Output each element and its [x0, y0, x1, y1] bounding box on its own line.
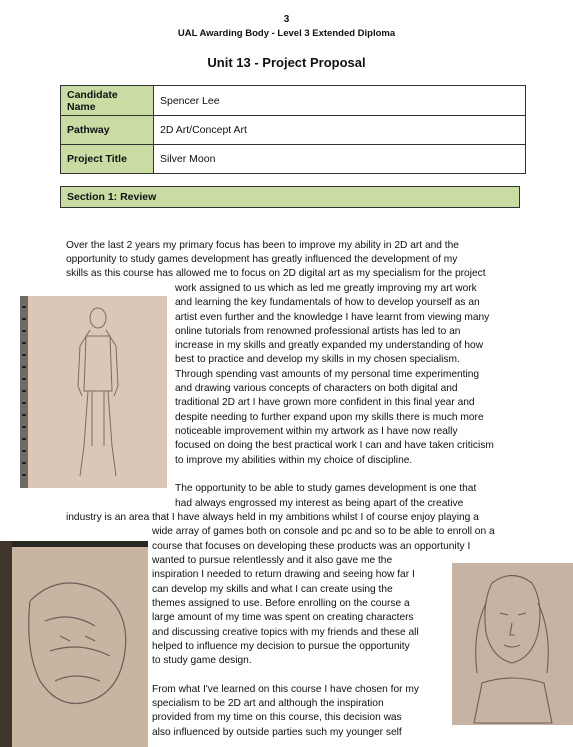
- pathway-value: 2D Art/Concept Art: [154, 116, 526, 145]
- character-sketch-image: [20, 296, 167, 488]
- body-text-line: focused on doing the best practical work I can and have taken criticism: [175, 440, 494, 451]
- body-text-line: to improve my abilities within my choice of discipline.: [175, 455, 413, 466]
- body-text-line: provided from my time on this course, this decision was: [152, 712, 402, 723]
- portrait-sketch-image: [452, 563, 573, 725]
- body-text-line: themes assigned to use. Before enrolling on the course a: [152, 598, 410, 609]
- body-text-line: wanted to pursue relentlessly and it also gave me the: [152, 555, 393, 566]
- page-number: 3: [283, 14, 290, 25]
- body-text-line: inspiration I needed to return drawing and seeing how far I: [152, 569, 415, 580]
- body-text-line: course that focuses on developing these products was an opportunity I: [152, 541, 471, 552]
- candidate-name-label: Candidate Name: [61, 86, 154, 116]
- body-text-line: noticeable improvement within my artwork as I have now really: [175, 426, 458, 437]
- body-text-line: online tutorials from renowned professional artists has led to an: [175, 326, 461, 337]
- creature-sketch-image: [0, 541, 148, 747]
- body-text-line: wide array of games both on console and pc and so to be able to enroll on a: [152, 526, 495, 537]
- body-text-line: and learning the key fundamentals of how to develop yourself as an: [175, 297, 480, 308]
- body-text-line: can develop my skills and what I can create using the: [152, 584, 393, 595]
- body-text-line: skills as this course has allowed me to focus on 2D digital art as my specialism for the project: [66, 268, 486, 279]
- body-text-line: best to practice and develop my skills in my chosen specialism.: [175, 354, 460, 365]
- table-row: [61, 116, 526, 145]
- body-text-line: and drawing various concepts of characters on both digital and: [175, 383, 458, 394]
- body-text-line: opportunity to study games development has greatly influenced the development of my: [66, 254, 458, 265]
- body-text-line: helped to influence my decision to pursue the opportunity: [152, 641, 410, 652]
- table-row: [61, 86, 526, 116]
- body-text-line: had always engrossed my interest as being apart of the creative: [175, 498, 464, 509]
- body-text-line: traditional 2D art I have grown more confident in this final year and: [175, 397, 475, 408]
- pathway-label: Pathway: [61, 116, 154, 145]
- body-text-line: From what I've learned on this course I have chosen for my: [152, 684, 419, 695]
- body-text-line: large amount of my time was spent on creating characters: [152, 612, 414, 623]
- table-row: [61, 145, 526, 174]
- body-text-line: The opportunity to be able to study games development is one that: [175, 483, 477, 494]
- body-text-line: artist even further and the knowledge I have learnt from viewing many: [175, 312, 490, 323]
- page-title: Unit 13 - Project Proposal: [207, 55, 366, 70]
- section-heading: Section 1: Review: [60, 186, 520, 208]
- body-text-line: specialism to be 2D art and although the inspiration: [152, 698, 384, 709]
- body-text-line: and discussing creative topics with my friends and these all: [152, 627, 419, 638]
- candidate-info-table: [60, 85, 526, 174]
- candidate-name-value: Spencer Lee: [154, 86, 526, 116]
- body-text-line: increase in my skills and greatly expanded my understanding of how: [175, 340, 484, 351]
- body-text-line: despite needing to further expand upon my skills there is much more: [175, 412, 484, 423]
- project-title-value: Silver Moon: [154, 145, 526, 174]
- body-text-line: Through spending vast amounts of my personal time experimenting: [175, 369, 480, 380]
- body-text-line: to study game design.: [152, 655, 252, 666]
- awarding-body: UAL Awarding Body - Level 3 Extended Diploma: [177, 28, 396, 39]
- body-text-line: work assigned to us which as led me greatly improving my art work: [175, 283, 477, 294]
- body-text-line: Over the last 2 years my primary focus has been to improve my ability in 2D art and the: [66, 240, 459, 251]
- project-title-label: Project Title: [61, 145, 154, 174]
- body-text-line: industry is an area that I have always held in my ambitions whilst I of course enjoy playing a: [66, 512, 479, 523]
- body-text-line: also influenced by outside parties such my younger self: [152, 727, 402, 738]
